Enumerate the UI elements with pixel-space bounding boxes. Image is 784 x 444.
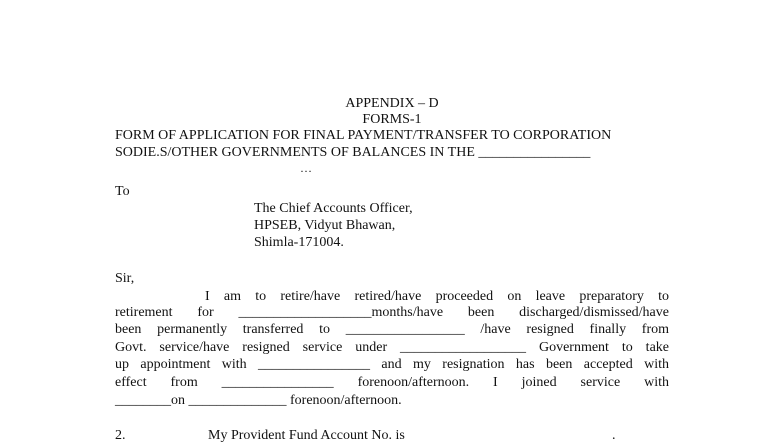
body-line-5: up appointment with ________________ and my resignation has been accepted with xyxy=(115,357,669,372)
address-line-1: The Chief Accounts Officer, xyxy=(254,201,413,216)
body-line-6: effect from ________________ forenoon/afternoon. I joined service with xyxy=(115,375,669,390)
body-line-2: retirement for ___________________months/have been discharged/dismissed/have xyxy=(115,305,669,320)
item-2-trailing-mark: . xyxy=(612,428,616,443)
form-title-line-2: SODIE.S/OTHER GOVERNMENTS OF BALANCES IN THE ________________ xyxy=(115,145,591,160)
item-2-number: 2. xyxy=(115,428,126,443)
body-line-3: been permanently transferred to _________________ /have resigned finally from xyxy=(115,322,669,337)
address-to: To xyxy=(115,184,130,199)
address-line-3: Shimla-171004. xyxy=(254,235,344,250)
form-title-ellipsis: … xyxy=(300,161,313,175)
forms-heading: FORMS-1 xyxy=(362,112,422,127)
body-line-4: Govt. service/have resigned service under __________________ Government to take xyxy=(115,340,669,355)
form-title-line-1: FORM OF APPLICATION FOR FINAL PAYMENT/TRANSFER TO CORPORATION xyxy=(115,128,612,143)
appendix-heading: APPENDIX – D xyxy=(345,96,439,111)
body-line-7: ________on ______________ forenoon/afternoon. xyxy=(115,393,402,408)
body-line-1: I am to retire/have retired/have proceeded on leave preparatory to xyxy=(205,289,669,304)
item-2-text: My Provident Fund Account No. is xyxy=(208,428,405,443)
address-line-2: HPSEB, Vidyut Bhawan, xyxy=(254,218,396,233)
salutation: Sir, xyxy=(115,271,135,286)
